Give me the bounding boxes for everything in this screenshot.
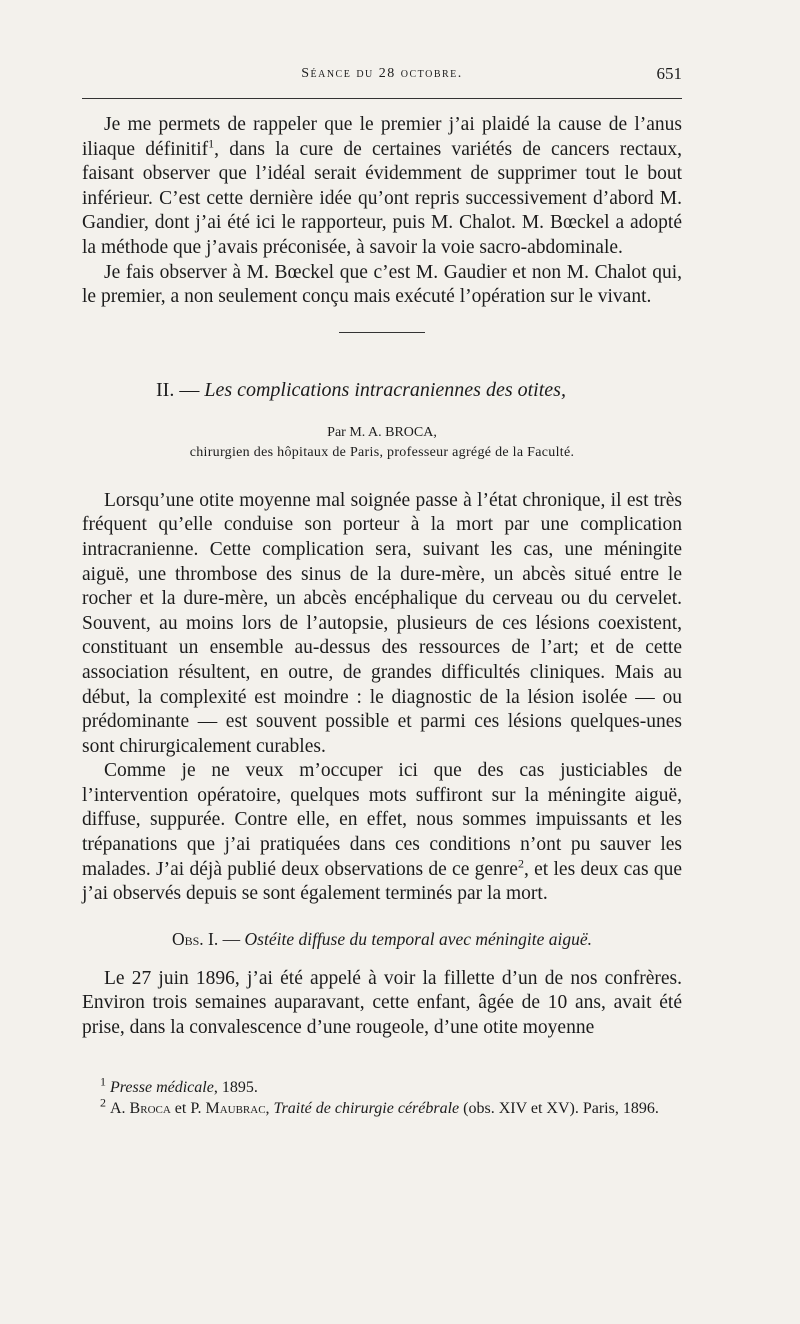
page-number: 651 — [656, 64, 682, 83]
footnote-sep: , — [265, 1099, 274, 1117]
header-rule — [82, 98, 682, 99]
footnote-marker: 1 — [100, 1074, 106, 1089]
paragraph-observation: Le 27 juin 1896, j’ai été appelé à voir la fillette d’un de nos confrères. Environ trois semaines auparavant, cette enfant, âgée de 10 ans, avait été prise, dans la convalescence d’une rougeole, d’une otite moyenne — [82, 967, 682, 1039]
article-body — [82, 489, 682, 907]
footnote-rest: (obs. XIV et XV). Paris, 1896. — [459, 1099, 659, 1117]
article-number: II. — — [156, 378, 200, 401]
running-title: Séance du 28 octobre. — [301, 66, 463, 81]
footnote-title: Presse médicale — [110, 1078, 214, 1096]
article-title — [156, 377, 682, 403]
page — [82, 60, 682, 1300]
observation-label: Obs. I. — — [171, 928, 241, 949]
footnote-author: A. Broca — [110, 1099, 171, 1117]
footnote-joiner: et P. — [170, 1099, 206, 1117]
paragraph-text: Comme je ne veux m’occuper ici que des cas justiciables de l’intervention opératoire, quelques mots suffiront sur la méningite aiguë, diffuse, suppurée. Contre elle, en effet, nous sommes impuissants et les trépanations que j’ai pratiquées dans ces conditions n’ont pu sauver les malades. J’ai déjà publié deux observations de ce genre — [82, 760, 682, 880]
observation-heading — [82, 927, 682, 951]
paragraph-article-1: Lorsqu’une otite moyenne mal soignée passe à l’état chronique, il est très fréquent qu’elle conduise son porteur à la mort par une complication intracranienne. Cette complication sera, suivant les cas, une méningite aiguë, une thrombose des sinus de la dure-mère, un abcès situé entre le rocher et la dure-mère, un abcès encéphalique du cerveau ou du cervelet. Souvent, au moins lors de l’autopsie, plusieurs de ces lésions coexistent, constituant un ensemble au-dessus des ressources de l’art; et de cette association résultent, en outre, de grandes difficultés cliniques. Mais au début, la complexité est moindre : le diagnostic de la lésion isolée — ou prédominante — est souvent possible et parmi ces lésions quelques-unes sont chirurgicalement curables. — [82, 489, 682, 757]
footnotes — [82, 1074, 682, 1119]
footnote-2 — [82, 1095, 682, 1119]
footnote-marker: 2 — [100, 1095, 106, 1110]
observation-body — [82, 967, 682, 1041]
paragraph-text: , dans la cure de certaines variétés de cancers rectaux, faisant observer que l’idéal serait évidemment de supprimer tout le bout inférieur. C’est cette dernière idée qu’ont repris successivement d’abord M. Gandier, dont j’ai été ici le rapporteur, puis M. Chalot. M. Bœckel a adopté la méthode que j’avais préconisée, à savoir la voie sacro-abdominale. — [82, 138, 682, 258]
observation-title: Ostéite diffuse du temporal avec méningite aiguë. — [244, 928, 593, 949]
footnote-rest: , 1895. — [213, 1078, 258, 1096]
paragraph-text: , et les deux cas que j’ai observés depuis se sont également terminés par la mort. — [82, 858, 682, 905]
footnote-ref: 1 — [208, 136, 215, 151]
paragraph-article-2 — [82, 759, 682, 907]
footnote-title: Traité de chirurgie cérébrale — [273, 1099, 460, 1117]
paragraph-prev-1 — [82, 113, 682, 261]
paragraph-text: Je me permets de rappeler que le premier j’ai plaidé la cause de l’anus iliaque définitif — [82, 114, 682, 160]
author-affiliation: chirurgien des hôpitaux de Paris, professeur agrégé de la Faculté. — [189, 444, 575, 460]
footnote-ref: 2 — [517, 856, 524, 871]
byline: Par M. A. BROCA, — [327, 424, 437, 440]
paragraph-prev-2: Je fais observer à M. Bœckel que c’est M. Gaudier et non M. Chalot qui, le premier, a non seulement conçu mais exécuté l’opération sur le vivant. — [82, 261, 682, 308]
article-title-text: Les complications intracraniennes des otites, — [204, 378, 566, 401]
footnote-author: Maubrac — [205, 1099, 266, 1117]
running-header — [82, 60, 682, 90]
section-divider — [339, 332, 425, 333]
footnote-1 — [82, 1074, 682, 1098]
